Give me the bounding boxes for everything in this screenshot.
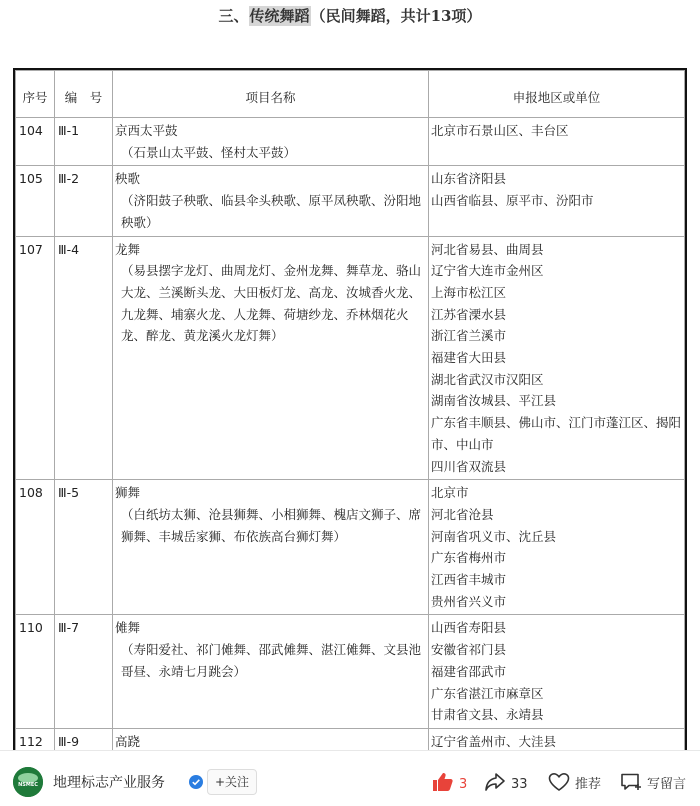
row-no: 107 [16,236,55,480]
row-code: Ⅲ-4 [55,236,113,480]
row-regions [429,615,685,729]
region-line: 山西省寿阳县 [431,620,507,636]
row-code: Ⅲ-5 [55,480,113,615]
header-region: 申报地区或单位 [429,71,685,118]
heading-prefix: 三、 [218,7,249,25]
heritage-table [13,68,687,750]
project-name: 高跷 [115,733,141,749]
project-items: （寿阳爱社、祁门傩舞、邵武傩舞、湛江傩舞、文县池哥昼、永靖七月跳会） [121,642,422,679]
region-line: 河南省巩义市、沈丘县 [431,528,557,544]
recommend-label: 推荐 [575,777,602,792]
account-avatar[interactable] [13,767,43,797]
region-line: 湖南省汝城县、平江县 [431,393,557,409]
project-items: （济阳鼓子秧歌、临县伞头秧歌、原平凤秧歌、汾阳地秧歌） [121,193,422,230]
region-line: 湖北省武汉市汉阳区 [431,371,544,387]
like-button[interactable] [432,772,467,794]
region-line: 河北省沧县 [431,506,494,522]
region-line: 福建省大田县 [431,350,507,366]
project-items: （石景山太平鼓、怪村太平鼓） [121,144,297,160]
row-no: 104 [16,118,55,166]
table-header-row [16,71,685,118]
row-no: 110 [16,615,55,729]
heading-highlight: 传统舞蹈 [249,7,310,25]
row-no: 105 [16,166,55,236]
row-regions [429,118,685,166]
region-line: 广东省湛江市麻章区 [431,685,544,701]
account-name[interactable]: 地理标志产业服务 [53,775,165,791]
follow-button[interactable]: +关注 [207,769,257,795]
region-line: 北京市 [431,485,469,501]
row-project [113,118,429,166]
region-line: 福建省邵武市 [431,663,507,679]
region-line: 广东省丰顺县、佛山市、江门市蓬江区、揭阳市、中山市 [431,415,682,452]
article-footer-bar [0,750,700,806]
region-line: 贵州省兴义市 [431,593,507,609]
region-line: 北京市石景山区、丰台区 [431,123,569,138]
project-name: 狮舞 [115,485,141,501]
row-regions [429,166,685,236]
region-line: 安徽省祁门县 [431,642,507,658]
heading-suffix: （民间舞蹈，共计13项） [310,7,482,25]
region-line: 山东省济阳县 [431,171,507,187]
like-count: 3 [459,777,468,792]
comment-label: 写留言 [647,777,687,792]
row-code: Ⅲ-9 [55,728,113,776]
region-line: 山西省临县、原平市、汾阳市 [431,193,594,209]
row-code: Ⅲ-7 [55,615,113,729]
verified-icon [189,774,203,793]
project-name: 傩舞 [115,620,141,636]
region-line: 广东省梅州市 [431,550,507,566]
row-project [113,615,429,729]
project-name: 京西太平鼓 [115,123,178,138]
project-items: （易县摆字龙灯、曲周龙灯、金州龙舞、舞草龙、骆山大龙、兰溪断头龙、大田板灯龙、高龙、汝城香火龙、九龙舞、埔寨火龙、人龙舞、荷塘纱龙、乔林烟花火龙、醉龙、黄龙溪火龙灯舞） [121,263,422,344]
section-heading [0,6,700,26]
region-line: 上海市松江区 [431,284,507,300]
share-button[interactable] [484,772,528,794]
region-line: 辽宁省大连市金州区 [431,263,544,279]
comment-icon [620,777,647,792]
row-code: Ⅲ-2 [55,166,113,236]
row-regions [429,480,685,615]
region-line: 辽宁省盖州市、大洼县 [431,733,557,749]
row-regions [429,236,685,480]
region-line: 江西省丰城市 [431,572,507,588]
avatar-label: NSMEC [18,782,38,788]
row-project [113,166,429,236]
header-no: 序号 [16,71,55,118]
share-icon [484,777,511,792]
heart-icon [548,777,575,792]
row-project [113,480,429,615]
table-row [16,480,685,615]
table-row [16,166,685,236]
row-no: 108 [16,480,55,615]
row-project [113,236,429,480]
region-line: 江苏省溧水县 [431,306,507,322]
row-no: 112 [16,728,55,776]
header-name: 项目名称 [113,71,429,118]
region-line: 甘肃省文县、永靖县 [431,707,544,723]
table-row [16,118,685,166]
recommend-button[interactable] [548,772,601,794]
header-code: 编 号 [55,71,113,118]
project-name: 龙舞 [115,241,141,257]
table-row [16,236,685,480]
row-code: Ⅲ-1 [55,118,113,166]
comment-button[interactable] [620,772,686,794]
project-name: 秧歌 [115,171,141,187]
table-row [16,615,685,729]
region-line: 浙江省兰溪市 [431,328,507,344]
share-count: 33 [511,777,528,792]
project-items: （白纸坊太狮、沧县狮舞、小相狮舞、槐店文狮子、席狮舞、丰城岳家狮、布依族高台狮灯舞） [121,506,422,544]
like-icon [432,777,459,792]
region-line: 河北省易县、曲周县 [431,241,544,257]
region-line: 四川省双流县 [431,458,507,474]
